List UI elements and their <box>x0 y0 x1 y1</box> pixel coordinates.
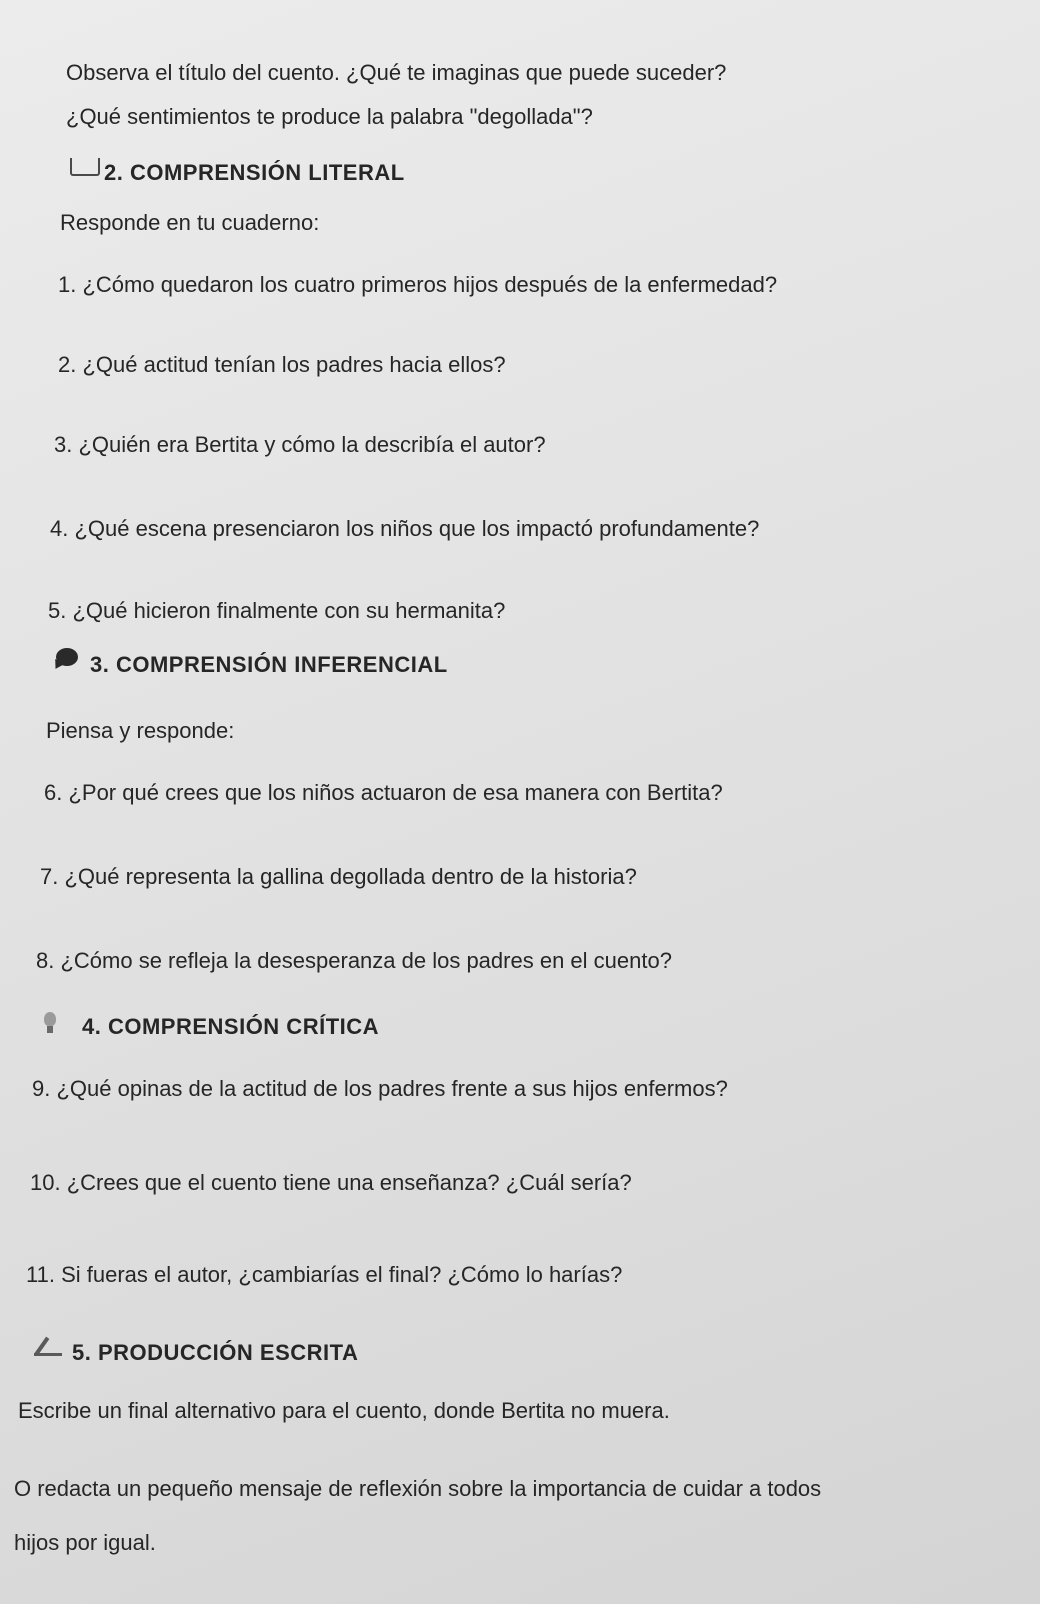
question-5: 5. ¿Qué hicieron finalmente con su hermanita? <box>48 598 506 623</box>
writing-task-alternative-ending: Escribe un final alternativo para el cuento, donde Bertita no muera. <box>18 1398 670 1423</box>
instruction-literal: Responde en tu cuaderno: <box>60 210 320 235</box>
intro-question-feelings: ¿Qué sentimientos te produce la palabra "degollada"? <box>66 104 593 129</box>
book-icon <box>70 158 100 176</box>
question-6: 6. ¿Por qué crees que los niños actuaron de esa manera con Bertita? <box>44 780 723 805</box>
writing-task-reflection: O redacta un pequeño mensaje de reflexión sobre la importancia de cuidar a todos <box>14 1476 822 1501</box>
speech-bubble-icon <box>56 648 78 666</box>
section-heading-literal: 2. COMPRENSIÓN LITERAL <box>104 160 405 185</box>
intro-question-title: Observa el título del cuento. ¿Qué te imaginas que puede suceder? <box>66 60 727 85</box>
section-heading-inferential: 3. COMPRENSIÓN INFERENCIAL <box>90 652 448 677</box>
question-8: 8. ¿Cómo se refleja la desesperanza de los padres en el cuento? <box>36 948 672 973</box>
question-9: 9. ¿Qué opinas de la actitud de los padres frente a sus hijos enfermos? <box>32 1076 728 1101</box>
instruction-inferential: Piensa y responde: <box>46 718 235 743</box>
question-1: 1. ¿Cómo quedaron los cuatro primeros hijos después de la enfermedad? <box>58 272 778 297</box>
question-10: 10. ¿Crees que el cuento tiene una enseñanza? ¿Cuál sería? <box>30 1170 632 1195</box>
question-11: 11. Si fueras el autor, ¿cambiarías el final? ¿Cómo lo harías? <box>26 1262 623 1287</box>
writing-task-reflection-cont: hijos por igual. <box>14 1530 156 1555</box>
section-heading-writing: 5. PRODUCCIÓN ESCRITA <box>72 1340 359 1365</box>
pencil-icon <box>34 1336 62 1356</box>
question-7: 7. ¿Qué representa la gallina degollada dentro de la historia? <box>40 864 637 889</box>
question-2: 2. ¿Qué actitud tenían los padres hacia ellos? <box>58 352 506 377</box>
section-heading-critical: 4. COMPRENSIÓN CRÍTICA <box>82 1014 380 1039</box>
question-4: 4. ¿Qué escena presenciaron los niños que los impactó profundamente? <box>50 516 760 541</box>
lightbulb-icon <box>44 1012 56 1026</box>
question-3: 3. ¿Quién era Bertita y cómo la describía el autor? <box>54 432 546 457</box>
